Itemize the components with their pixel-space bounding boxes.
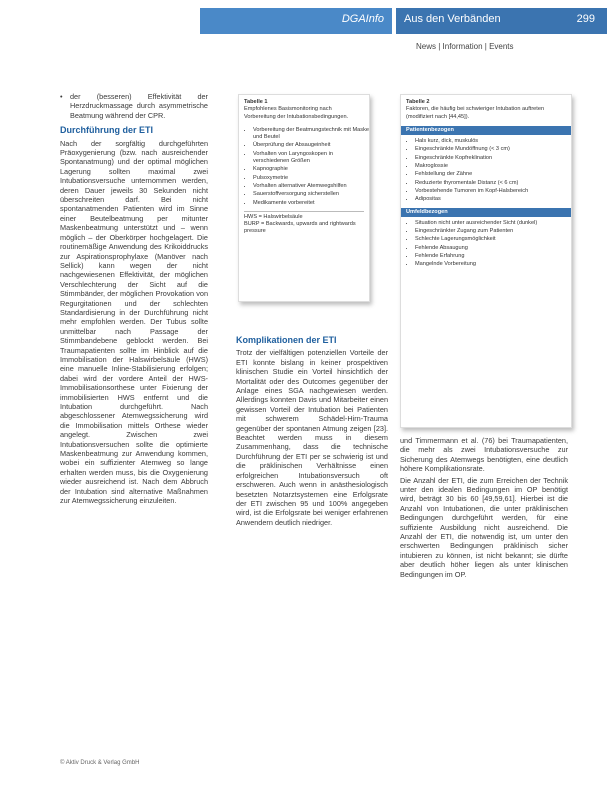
body-text-col1: Nach der sorgfältig durchgeführten Präoxygenierung (bzw. nach ausreichender Spontanatmung) und der optimal möglichen Lagerung sollten maximal zwei Intubationsversuche unternommen werden, deren Dauer jeweils 30 Sekunden nicht überschreiten darf. Bei nicht spontanatmenden Patienten wird im Sinne einer Beutelbeatmung per mitunter Maskenbeatmung unterstützt und – wenn möglich – der Oberkörper hochgelagert. Die routinemäßige Anwendung des Krikoiddrucks zur Aspirationsprophylaxe (Manöver nach Sellick) kann wegen der nicht nachgewiesenen Effektivität, der möglichen Verschlechterung der Sicht auf die Stimmbänder, der möglichen Provokation von Regurgitationen und der schlechten Standardisierung in der Durchführung nicht mehr empfohlen werden. Der Tubus sollte unmittelbar nach Passage der Stimmbandebene geblockt werden. Bei Traumapatienten sollte im Hinblick auf die Immobilisation der Halswirbelsäule (HWS) eine manuelle Inline-Stabilisierung erfolgen; dabei wird der vordere Anteil der HWS-Immobilisationsorthese unter Fixierung der immobilisierten HWS entfernt und die Intubation durchgeführt. Nach abgeschlossener Atemwegssicherung wird die Immobilisation mittels Orthese wieder angelegt. Zwischen zwei Intubationsversuchen sollte die optimierte Maskenbeatmung zur Anwendung kommen, wobei ein suffizienter Atemweg so lange erhalten werden muss, bis die Oxygenierung wieder ausreichend ist. Nach dem Abbruch der Intubation sind alternative Maßnahmen zur Atemwegssicherung einzuleiten. xyxy=(60,138,208,506)
page-header xyxy=(0,0,607,38)
heading-complications: Komplikationen der ETI xyxy=(236,335,337,345)
table-1-item: • Vorhalten von Laryngoskopen in verschiedenen Größen xyxy=(253,151,369,166)
table-1-footnotes xyxy=(244,211,364,236)
table-2-item: • Makroglossie xyxy=(415,163,571,170)
heading-eti: Durchführung der ETI xyxy=(60,125,153,136)
bullet-text: • der (besseren) Effektivität der Herzdruckmassage durch asymmetrische Beatmung während der CPR. xyxy=(60,92,208,120)
table-2-item: • Eingeschränkte Mundöffnung (< 3 cm) xyxy=(415,146,571,153)
section-title: Aus den Verbänden xyxy=(404,13,501,25)
journal-bar xyxy=(200,8,392,34)
page-number: 299 xyxy=(576,13,595,25)
footnote-burp: BURP = Backwards, upwards and rightwards pressure xyxy=(244,221,356,235)
footnote-hws: HWS = Halswirbelsäule xyxy=(244,213,303,220)
page-footer: © Aktiv Druck & Verlag GmbH xyxy=(60,760,140,766)
table-2-item: • Fehlende Erfahrung xyxy=(415,253,571,260)
table-1-item: • Sauerstoffversorgung sicherstellen xyxy=(253,191,369,198)
table-2-item: • Hals kurz, dick, muskulös xyxy=(415,138,571,145)
table-1-item: • Vorhalten alternativer Atemwegshilfen xyxy=(253,183,369,190)
table-2-item: • Fehlende Absaugung xyxy=(415,245,571,252)
table-2 xyxy=(400,94,572,428)
body-text-col3-p1: und Timmermann et al. (76) bei Traumapatienten, die mehr als zwei Intubationsversuche zur Sicherung des Atemwegs benötigten, eine deutlich höhere Komplikationsrate. xyxy=(400,436,568,474)
table-1-item: • Vorbereitung der Beatmungstechnik mit Maske und Beutel xyxy=(253,127,369,142)
table-1-item: • Kapnographie xyxy=(253,166,369,173)
table-1-item: • Pulsoxymetrie xyxy=(253,175,369,182)
table-2-item: • Situation nicht unter ausreichender Sicht (dunkel) xyxy=(415,220,571,227)
table-2-band-patient: Patientenbezogen xyxy=(401,126,571,135)
table-2-title: Tabelle 2 xyxy=(406,99,430,105)
table-2-list-environment xyxy=(401,220,571,269)
table-1-title: Tabelle 1 xyxy=(244,99,268,105)
table-1-subtitle: Empfohlenes Basismonitoring nach Vorbereitung der Intubationsbedingungen. xyxy=(244,106,349,120)
subnav: News | Information | Events xyxy=(416,42,514,51)
column-1 xyxy=(60,92,208,507)
table-2-item: • Eingeschränkte Kopfreklination xyxy=(415,155,571,162)
section-bar xyxy=(396,8,607,34)
table-2-item: • Adipositas xyxy=(415,196,571,203)
table-2-item: • Vorbestehende Tumoren im Kopf-Halsbereich xyxy=(415,188,571,195)
column-3 xyxy=(400,436,568,581)
journal-name: DGAInfo xyxy=(341,13,384,25)
table-2-item: • Fehlstellung der Zähne xyxy=(415,171,571,178)
table-1 xyxy=(238,94,370,302)
table-2-item: • Eingeschränkter Zugang zum Patienten xyxy=(415,228,571,235)
table-2-subtitle: Faktoren, die häufig bei schwieriger Intubation auftreten (modifiziert nach [44,45]). xyxy=(406,106,545,120)
table-2-band-environment: Umfeldbezogen xyxy=(401,208,571,217)
table-1-item: • Medikamente vorbereitet xyxy=(253,200,369,207)
column-2 xyxy=(236,330,388,529)
table-2-item: • Mangelnde Vorbereitung xyxy=(415,261,571,268)
body-text-col3-p2: Die Anzahl der ETI, die zum Erreichen der Technik unter den idealen Bedingungen im OP benötigt wird, beträgt 30 bis 60 [49,59,61]. Hierbei ist die Anzahl von Intubationen, die unter präklinischen Bedingungen durchgeführt werden, für eine suffiziente Ausbildung nicht ausreichend. Die Anzahl der ETI, die notwendig ist, um unter den erschwerten Bedingungen präklinisch sicher intubieren zu können, ist nicht bekannt; sie dürfte aber deutlich höher liegen als unter klinischen Bedingungen im OP. xyxy=(400,475,568,579)
table-2-list-patient xyxy=(401,138,571,203)
table-2-item: • Reduzierte thyromentale Distanz (< 6 cm) xyxy=(415,180,571,187)
table-2-item: • Schlechte Lagerungsmöglichkeit xyxy=(415,236,571,243)
body-text-col2: Trotz der vielfältigen potenziellen Vorteile der ETI konnte bislang in keiner prospektiven klinischen Studie ein Vorteil hinsichtlich der Mortalität oder des Outcomes gegenüber der Anlage eines SGA nachgewiesen werden. Allerdings konnten Davis und Mitarbeiter einen gewissen Vorteil der Intubation bei Patienten mit schwerem Schädel-Hirn-Trauma gegenüber der spontanen Atmung zeigen [23]. Beachtet werden muss in diesem Zusammenhang, dass die technische Durchführung der ETI per se schwierig ist und die präklinischen Verhältnisse einen erfolgreichen Intubationsversuch oft erschweren. Auch wenn in anästhesiologisch besetzten Notarztsystemen eine Erfolgsrate der ETI zwischen 95 und 100% angegeben wird, ist die Erfolgsrate bei weniger erfahrenen Anwendern deutlich niedriger. xyxy=(236,348,388,527)
table-1-item: • Überprüfung der Absaugeinheit xyxy=(253,142,369,149)
table-1-list xyxy=(239,127,369,207)
